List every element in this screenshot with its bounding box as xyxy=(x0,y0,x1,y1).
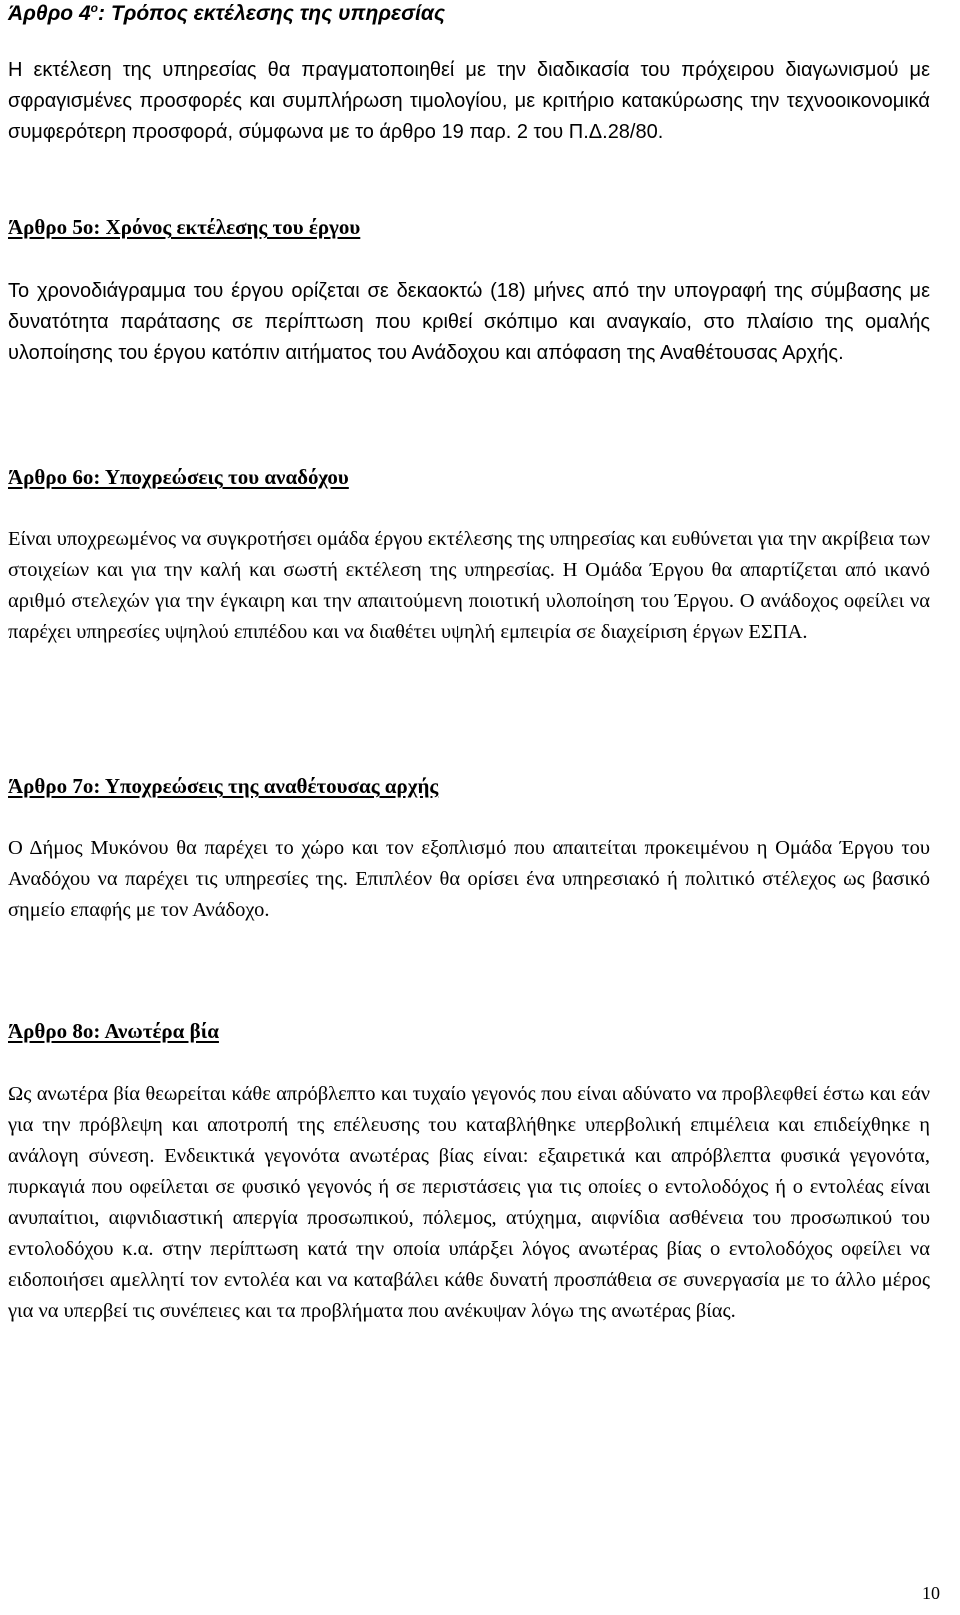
article-6-body-wrap xyxy=(8,524,930,648)
article-6-heading: Άρθρο 6ο: Υποχρεώσεις του αναδόχου xyxy=(8,465,349,489)
article-5-body: Το χρονοδιάγραμμα του έργου ορίζεται σε δεκαοκτώ (18) μήνες από την υπογραφή της σύμβασης με δυνατότητα παράτασης σε περίπτωση που κριθεί σκόπιμο και αναγκαίο, στο πλαίσιο της ομαλής υλοποίησης του έργου κατόπιν αιτήματος του Ανάδοχου και απόφαση της Αναθέτουσας Αρχής. xyxy=(8,280,930,364)
article-5-heading: Άρθρο 5ο: Χρόνος εκτέλεσης του έργου xyxy=(8,215,361,239)
article-7-heading: Άρθρο 7ο: Υποχρεώσεις της αναθέτουσας αρχής xyxy=(8,774,439,798)
article-4-heading-title: : Τρόπος εκτέλεσης της υπηρεσίας xyxy=(98,2,446,25)
article-6-section xyxy=(8,463,930,491)
article-8-body-wrap xyxy=(8,1079,930,1327)
article-4-heading-prefix: Άρθρο 4 xyxy=(8,2,91,25)
article-8-heading: Άρθρο 8ο: Ανωτέρα βία xyxy=(8,1019,219,1043)
article-4-body-wrap xyxy=(8,55,930,148)
article-4-heading xyxy=(8,0,930,28)
article-6-body: Είναι υποχρεωμένος να συγκροτήσει ομάδα έργου εκτέλεσης της υπηρεσίας και ευθύνεται για την ακρίβεια των στοιχείων και για την καλή και σωστή εκτέλεση της υπηρεσίας. Η Ομάδα Έργου θα απαρτίζεται από ικανό αριθμό στελεχών για την έγκαιρη και την απαιτούμενη ποιοτική υλοποίηση του Έργου. Ο ανάδοχος οφείλει να παρέχει υπηρεσίες υψηλού επιπέδου και να διαθέτει υψηλή εμπειρία σε διαχείριση έργων ΕΣΠΑ. xyxy=(8,528,930,643)
article-4-heading-ordinal: ο xyxy=(90,1,98,15)
article-7-body-wrap xyxy=(8,833,930,926)
article-8-section xyxy=(8,1017,930,1045)
article-4-section xyxy=(8,0,930,28)
article-8-body: Ως ανωτέρα βία θεωρείται κάθε απρόβλεπτο και τυχαίο γεγονός που είναι αδύνατο να προβλεφθεί έστω και εάν για την πρόβλεψη και αποτροπή της επέλευσης του καταβλήθηκε υπερβολική επιμέλεια και επιδείχθηκε η ανάλογη σύνεση. Ενδεικτικά γεγονότα ανωτέρας βίας είναι: εξαιρετικά και απρόβλεπτα φυσικά γεγονότα, πυρκαγιά που οφείλεται σε φυσικό γεγονός ή σε περιστάσεις για τις οποίες ο εντολοδόχος ή ο εντολέας είναι ανυπαίτιοι, αιφνιδιαστική απεργία προσωπικού, πόλεμος, ατύχημα, αιφνίδια ασθένεια του προσωπικού του εντολοδόχου κ.α. στην περίπτωση κατά την οποία υπάρξει λόγος ανωτέρας βίας ο εντολοδόχος οφείλει να ειδοποιήσει αμελλητί τον εντολέα και να καταβάλει κάθε δυνατή προσπάθεια σε συνεργασία με το άλλο μέρος για να υπερβεί τις συνέπειες και τα προβλήματα που ανέκυψαν λόγω της ανωτέρας βίας. xyxy=(8,1083,930,1322)
article-7-section xyxy=(8,772,930,800)
article-4-body: Η εκτέλεση της υπηρεσίας θα πραγματοποιηθεί με την διαδικασία του πρόχειρου διαγωνισμού με σφραγισμένες προσφορές και συμπλήρωση τιμολογίου, με κριτήριο κατακύρωσης την τεχνοοικονομικά συμφερότερη προσφορά, σύμφωνα με το άρθρο 19 παρ. 2 του Π.Δ.28/80. xyxy=(8,59,930,143)
article-7-body: Ο Δήμος Μυκόνου θα παρέχει το χώρο και τον εξοπλισμό που απαιτείται προκειμένου η Ομάδα Έργου του Αναδόχου να παρέχει τις υπηρεσίες της. Επιπλέον θα ορίσει ένα υπηρεσιακό ή πολιτικό στέλεχος ως βασικό σημείο επαφής με τον Ανάδοχο. xyxy=(8,837,930,921)
page-number: 10 xyxy=(922,1583,940,1603)
article-5-section xyxy=(8,213,930,241)
article-5-body-wrap xyxy=(8,276,930,369)
